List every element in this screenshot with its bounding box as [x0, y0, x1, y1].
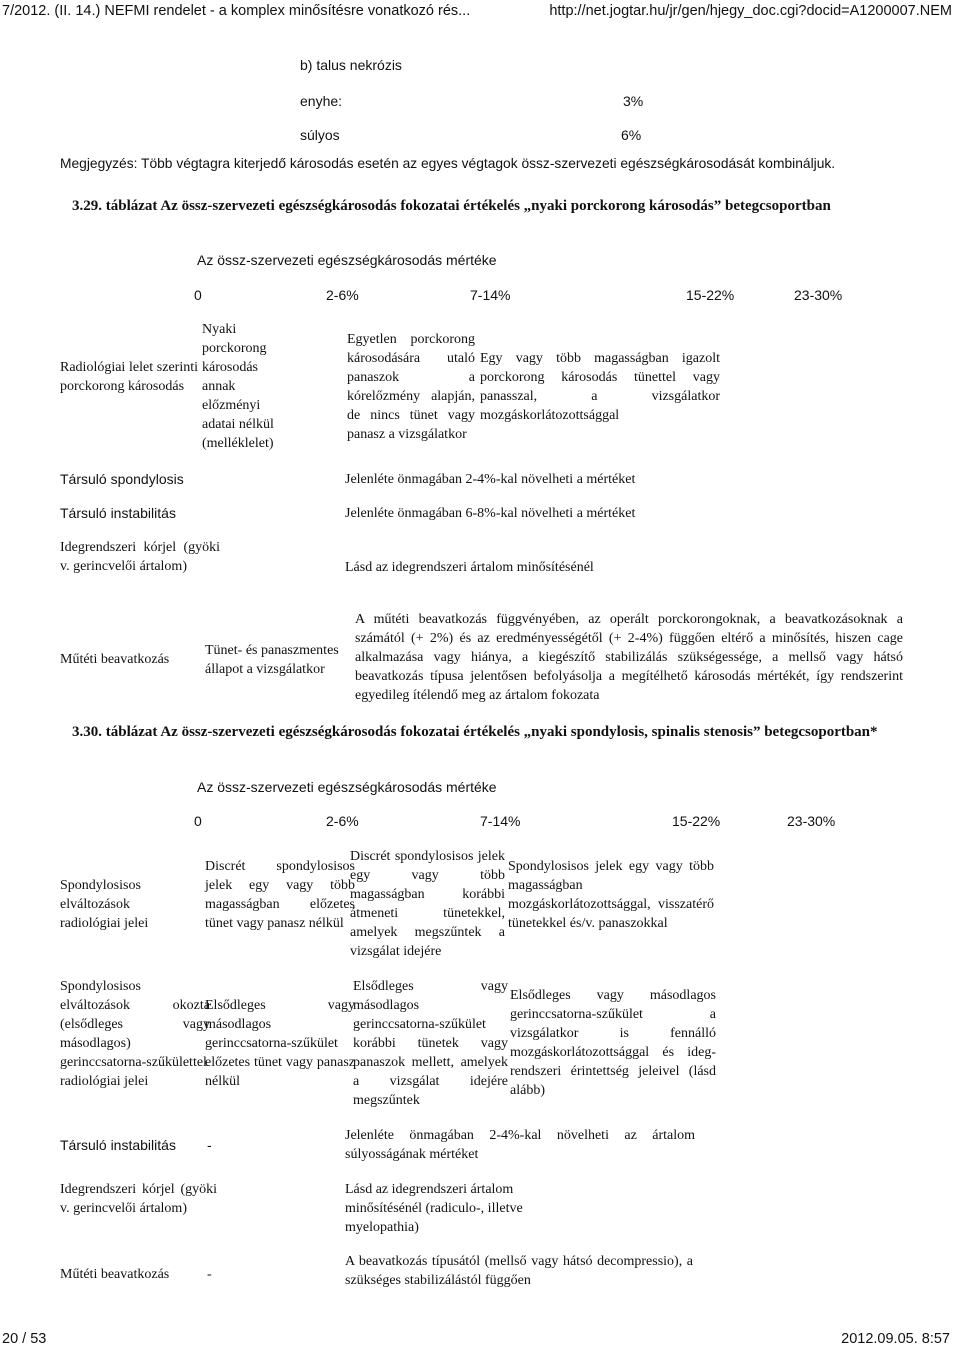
footer-page-number: 20 / 53: [2, 1331, 47, 1347]
table-329-row1-col2: Egyetlen porckorong károsodására utaló panaszok a kórelőzmény alapján, de nincs tünet vagy panasz a vizsgálatkor: [347, 332, 475, 442]
table-329-col-2: 7-14%: [470, 287, 511, 303]
table-329-col-4: 23-30%: [794, 287, 843, 303]
table-330-degree-header: Az össz-szervezeti egészségkárosodás mértéke: [197, 779, 497, 795]
table-329-degree-header: Az össz-szervezeti egészségkárosodás mértéke: [197, 252, 497, 268]
talus-title: b) talus nekrózis: [300, 57, 402, 73]
header-url[interactable]: http://net.jogtar.hu/jr/gen/hjegy_doc.cgi?docid=A1200007.NEM: [549, 3, 952, 19]
table-330-row1-label: Spondylosisos elváltozások radiológiai jelei: [60, 878, 149, 931]
table-330-col-3: 15-22%: [672, 813, 721, 829]
table-329-row2-text: Jelenléte önmagában 2-4%-kal növelheti a mértéket: [345, 472, 636, 487]
table-330-row2-col2: Elsődleges vagy másodlagos gerinccsatorna-szűkület a vizsgálatkor is fennálló mozgáskorlátozottsággal és ideg-rendszeri érintettség jeleivel (lásd alább): [510, 988, 716, 1098]
table-329-row5-label: Műtéti beavatkozás: [60, 652, 170, 667]
talus-value-mild: 3%: [623, 93, 644, 109]
header-left-title: 7/2012. (II. 14.) NEFMI rendelet - a komplex minősítésre vonatkozó rés...: [2, 3, 471, 19]
note-text: Megjegyzés: Több végtagra kiterjedő károsodás esetén az egyes végtagok össz-szervezeti egészségkárosodását kombináljuk.: [60, 156, 836, 171]
table-329-row4-text: Lásd az idegrendszeri ártalom minősítésénél: [345, 560, 594, 575]
table-330-caption: 3.30. táblázat Az össz-szervezeti egészségkárosodás fokozatai értékelés „nyaki spondylosis, spinalis stenosis” betegcsoportban*: [72, 724, 878, 740]
table-329-row4-label: Idegrendszeri kórjel (gyöki v. gerincvelői ártalom): [60, 540, 220, 574]
table-330-row5-dash: -: [207, 1267, 212, 1282]
talus-label-severe: súlyos: [300, 127, 340, 143]
table-330-row3-text: Jelenléte önmagában 2-4%-kal növelheti az ártalom súlyosságának mértéket: [345, 1128, 695, 1162]
table-330-row3-label: Társuló instabilitás: [60, 1137, 176, 1153]
table-330-col-0: 0: [194, 813, 202, 829]
table-330-col-2: 7-14%: [480, 813, 521, 829]
table-329-row3-label: Társuló instabilitás: [60, 505, 176, 521]
table-329-caption: 3.29. táblázat Az össz-szervezeti egészségkárosodás fokozatai értékelés „nyaki porckorong károsodás” betegcsoportban: [72, 198, 831, 214]
table-330-row1-col2: Spondylosisos jelek egy vagy több magasságban mozgáskorlátozottsággal, visszatérő tünetekkel és/v. panaszokkal: [508, 859, 714, 931]
table-329-row1-col3: Egy vagy több magasságban igazolt porckorong károsodás tünettel vagy panasszal, a vizsgálatkor mozgáskorlátozottsággal: [480, 351, 720, 423]
table-330-row1-col1: Discrét spondylosisos jelek egy vagy több magasságban korábbi átmeneti tünetekkel, amelyek megszűntek a vizsgálat idejére: [350, 849, 505, 959]
table-330-row5-text: A beavatkozás típusától (mellső vagy hátsó decompressio), a szükséges stabilizálástól függően: [345, 1254, 693, 1288]
table-329-row1-col0: Nyaki porckorong károsodás annak előzményi adatai nélkül (melléklelet): [202, 322, 274, 451]
table-329-col-0: 0: [194, 287, 202, 303]
table-329-col-3: 15-22%: [686, 287, 735, 303]
table-330-col-4: 23-30%: [787, 813, 836, 829]
table-330-row2-col0: Elsődleges vagy másodlagos gerinccsatorna-szűkület előzetes tünet vagy panasz nélkül: [205, 998, 355, 1089]
table-330-row4-text: Lásd az idegrendszeri ártalom minősítésénél (radiculo-, illetve myelopathia): [345, 1182, 523, 1235]
talus-label-mild: enyhe:: [300, 93, 343, 109]
table-329-row5-text: A műtéti beavatkozás függvényében, az operált porckorongoknak, a beavatkozásoknak a számától (+ 2%) és az eredményességétől (+ 2-4%) függően eltérő a minősítés, hiszen cage alkalmazása vagy hiánya, a kiegészítő stabilizálás szükségessége, a mellső vagy hátsó beavatkozás típusa jelentősen befolyásolja a megítélhető károsodás mértékét, így rendszerint egyedileg ítélendő meg az ártalom fokozata: [355, 612, 903, 703]
table-330-row2-col1: Elsődleges vagy másodlagos gerinccsatorna-szűkület korábbi tünetek vagy panaszok mellett, amelyek a vizsgálat idejére megszűntek: [353, 979, 508, 1108]
table-329-row5-col0: Tünet- és panaszmentes állapot a vizsgálatkor: [205, 643, 339, 677]
footer-datetime: 2012.09.05. 8:57: [841, 1331, 950, 1347]
talus-value-severe: 6%: [621, 127, 642, 143]
table-330-col-1: 2-6%: [326, 813, 359, 829]
table-330-row5-label: Műtéti beavatkozás: [60, 1267, 170, 1282]
table-330-row1-col0: Discrét spondylosisos jelek egy vagy több magasságban előzetes tünet vagy panasz nélkül: [205, 859, 355, 931]
table-329-row1-label: Radiológiai lelet szerinti porckorong károsodás: [60, 360, 198, 394]
table-330-row4-label: Idegrendszeri kórjel (gyöki v. gerincvelői ártalom): [60, 1182, 217, 1216]
table-329-row2-label: Társuló spondylosis: [60, 471, 184, 487]
table-329-col-1: 2-6%: [326, 287, 359, 303]
table-330-row3-dash: -: [207, 1137, 212, 1153]
table-329-row3-text: Jelenléte önmagában 6-8%-kal növelheti a mértéket: [345, 506, 636, 521]
table-330-row2-label: Spondylosisos elváltozások okozta (elsődleges vagy másodlagos) gerinccsatorna-szűkülettel radiológiai jelei: [60, 979, 210, 1089]
